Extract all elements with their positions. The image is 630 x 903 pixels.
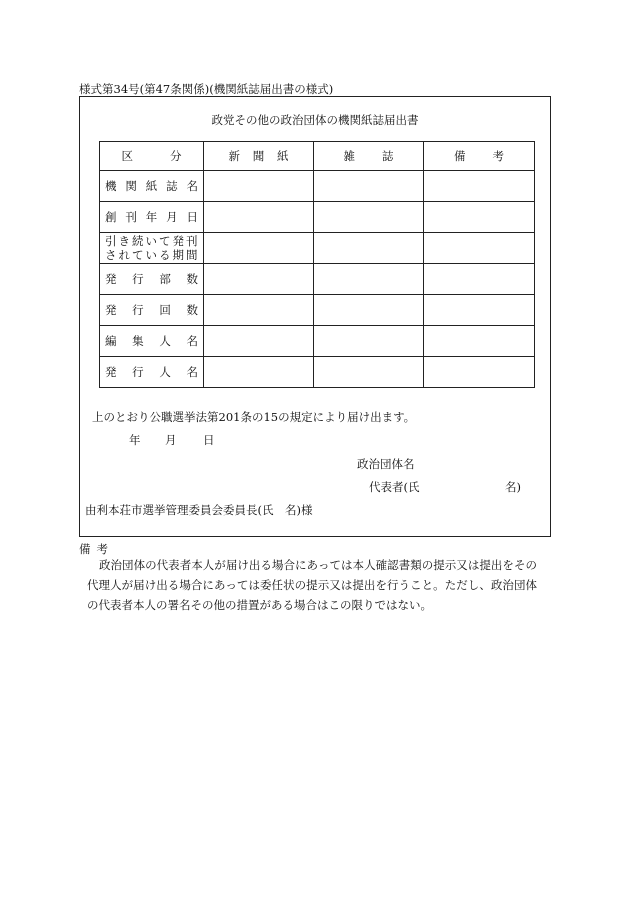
cell-magazine: [314, 326, 424, 357]
declaration-statement: 上のとおり公職選挙法第201条の15の規定により届け出ます。: [92, 410, 416, 424]
date-day: 日: [203, 433, 215, 447]
cell-remarks: [424, 295, 535, 326]
cell-newspaper: [204, 233, 314, 264]
cell-remarks: [424, 233, 535, 264]
table-row: [100, 264, 535, 295]
cell-magazine: [314, 357, 424, 388]
row-label-line-1: 引き続いて発刊: [105, 234, 198, 248]
form-number: 様式第34号(第47条関係)(機関紙誌届出書の様式): [79, 82, 334, 96]
cell-magazine: [314, 202, 424, 233]
date-month: 月: [165, 433, 177, 447]
header-magazine: 雑 誌: [314, 142, 424, 171]
row-label-frequency: 発行回数: [100, 295, 204, 326]
row-label-editor-name: 編集人名: [100, 326, 204, 357]
cell-remarks: [424, 202, 535, 233]
row-label-first-issue-date: 創刊年月日: [100, 202, 204, 233]
cell-magazine: [314, 295, 424, 326]
remarks-heading: 備考: [79, 542, 114, 556]
table-row: [100, 202, 535, 233]
cell-newspaper: [204, 264, 314, 295]
header-category: 区 分: [100, 142, 204, 171]
header-newspaper: 新 聞 紙: [204, 142, 314, 171]
row-label-continuous-period: [100, 233, 204, 264]
row-label-periodical-name: 機関紙誌名: [100, 171, 204, 202]
date-line: [129, 432, 215, 448]
cell-remarks: [424, 326, 535, 357]
cell-newspaper: [204, 326, 314, 357]
table-row: [100, 326, 535, 357]
document-title: 政党その他の政治団体の機関紙誌届出書: [211, 113, 419, 127]
row-label-line-2: されている期間: [105, 248, 198, 262]
cell-newspaper: [204, 171, 314, 202]
table-row: [100, 171, 535, 202]
cell-newspaper: [204, 357, 314, 388]
table-row: [100, 295, 535, 326]
cell-newspaper: [204, 295, 314, 326]
cell-magazine: [314, 264, 424, 295]
org-name-label: 政治団体名: [357, 457, 415, 471]
row-label-publisher-name: 発行人名: [100, 357, 204, 388]
cell-remarks: [424, 264, 535, 295]
header-remarks: 備 考: [424, 142, 535, 171]
representative-line: [369, 479, 521, 495]
row-label-circulation: 発行部数: [100, 264, 204, 295]
periodical-table: [99, 141, 535, 388]
cell-newspaper: [204, 202, 314, 233]
table-row: [100, 233, 535, 264]
cell-magazine: [314, 233, 424, 264]
cell-remarks: [424, 171, 535, 202]
date-year: 年: [129, 433, 141, 447]
representative-label: 代表者(氏: [369, 480, 420, 494]
cell-magazine: [314, 171, 424, 202]
cell-remarks: [424, 357, 535, 388]
addressee: 由利本荘市選挙管理委員会委員長(氏 名)様: [85, 503, 313, 517]
representative-end: 名): [505, 480, 521, 494]
table-header-row: [100, 142, 535, 171]
remarks-text: 政治団体の代表者本人が届け出る場合にあっては本人確認書類の提示又は提出をその代理人が届け出る場合にあっては委任状の提示又は提出を行うこと。ただし、政治団体の代表者本人の署名その他の措置がある場合はこの限りではない。: [87, 558, 537, 612]
table-row: [100, 357, 535, 388]
